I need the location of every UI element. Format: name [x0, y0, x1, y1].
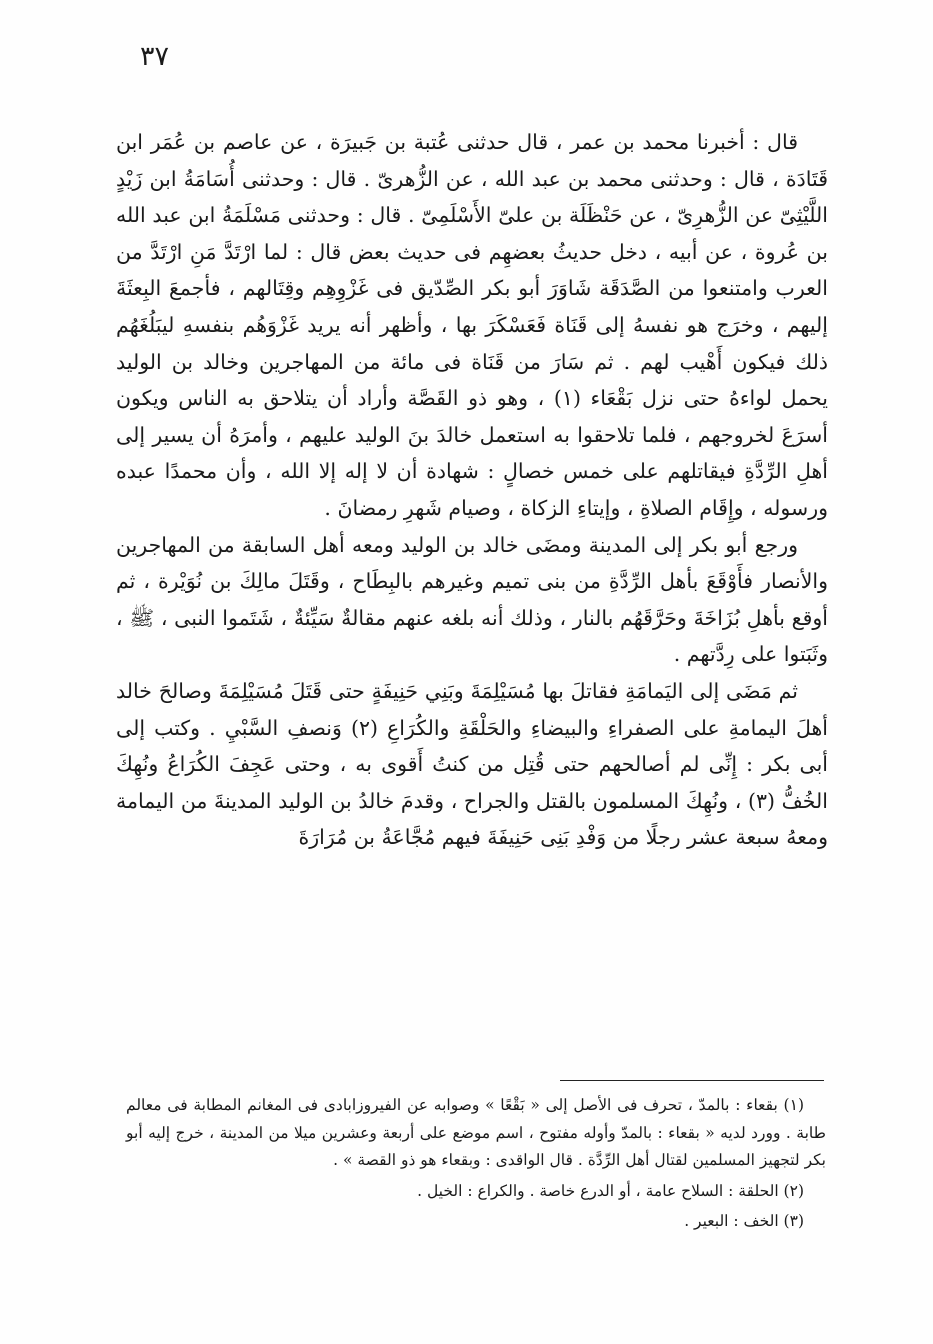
paragraph-1: قال : أخبرنا محمد بن عمر ، قال حدثنى عُتبة بن جَبيرَة ، عن عاصم بن عُمَر ابن قَتَادَة ، قال : وحدثنى محمد بن عبد الله ، عن الزُّهرىّ . قال : وحدثنى أُسَامَةُ ابن زَيْدٍ اللَّيْثِىّ عن الزُّهرِىّ ، عن حَنْظَلَة بن علىّ الأَسْلَمِىّ . قال : وحدثنى مَسْلَمَةُ ابن عبد الله بن عُروة ، عن أبيه ، دخل حديثُ بعضهِم فى حديث بعض قال : لما ارْتَدَّ مَنِ ارْتَدَّ من العرب وامتنعوا من الصَّدَقَة شَاوَرَ أبو بكر الصِّدّيق فى غَزْوِهِم وقِتَالهم ، فأجمعَ البِعثَةَ إليهم ، وخرَج هو نفسهُ إلى قَنَاة فَعَسْكَرَ بها ، وأظهر أنه يريد غَزْوَهُم بنفسهِ ليبَلُغَهُم ذلك فيكون أَهْيب لهم . ثم سَارَ من قَنَاة فى مائة من المهاجرين وخالد بن الوليد يحمل لواءهُ حتى نزل بَقْعَاء (١) ، وهو ذو القَصَّة وأراد أن يتلاحق به الناس ويكون أسرَعَ لخروجهم ، فلما تلاحقوا به استعمل خالدَ بنَ الوليد عليهم ، وأمرَهُ أن يسير إلى أهلِ الرِّدَّةِ فيقاتلهم على خمس خصالٍ : شهادة أن لا إله إلا الله ، وأن محمدًا عبده ورسوله ، وإِقَام الصلاةِ ، وإيتاءِ الزكاة ، وصيام شَهرِ رمضانَ . [116, 130, 828, 520]
footnote-2: (٢) الحلقة : السلاح عامة ، أو الدرع خاصة . والكراع : الخيل . [417, 1181, 804, 1200]
main-text [116, 124, 828, 856]
footnote-1: (١) بقعاء : بالمدّ ، تحرف فى الأصل إلى « بَقْعًا » وصوابه عن الفيروزابادى فى المغانم المطابة فى معالم طابة . وورد لديه « بقعاء : بالمدّ وأوله مفتوح ، اسم موضع على أربعة وعشرين ميلا من المدينة ، خرج إليه أبو بكر لتجهيز المسلمين لقتال أهل الرِّدَّة . قال الواقدى : وبقعاء هو ذو القصة » . [126, 1096, 826, 1169]
page-number: ٣٧ [140, 41, 170, 72]
paragraph-2: ورجع أبو بكر إلى المدينة ومضَى خالد بن الوليد ومعه أهل السابقة من المهاجرين والأنصار فأَوْقَعَ بأهل الرِّدَّةِ من بنى تميم وغيرهم بالبِطَاح ، وقَتَلَ مالِكَ بن نُوَيْرة ، ثم أوقع بأهلِ بُزَاخَةَ وحَرَّقَهُم بالنار ، وذلك أنه بلغه عنهم مقالةٌ سَيِّئةٌ ، شَتَموا النبى ، ﷺ ، وثَبَتوا على رِدَّتهم . [116, 532, 828, 667]
footnotes [126, 1092, 826, 1239]
footnote-3: (٣) الخف : البعير . [684, 1212, 804, 1230]
footnote-separator [560, 1080, 824, 1081]
paragraph-3: ثم مَضَى إلى اليَمامَةِ فقاتلَ بها مُسَيْلِمَةَ وبَنِي حَنِيفَةٍ حتى قَتَلَ مُسَيْلِمَةَ وصالحَ خالد أهلَ اليمامةِ على الصفراءِ والبيضاءِ والحَلْقَةِ والكُرَاعِ (٢) وَنصفِ السَّبْيِ . وكتب إلى أبى بكر : إِنِّى لم أصالحهم حتى قُتِل من كنتُ أَقوى به ، وحتى عَجِفَ الكُرَاعُ ونُهِكَ الخُفُّ (٣) ، ونُهِكَ المسلمون بالقتل والجراح ، وقدمَ خالدُ بن الوليد المدينةَ من اليمامة ومعهُ سبعة عشر رجلًا من وَفْدِ بَنِى حَنِيفَةَ فيهم مُجَّاعَةُ بن مُرَارَةَ [116, 678, 828, 850]
